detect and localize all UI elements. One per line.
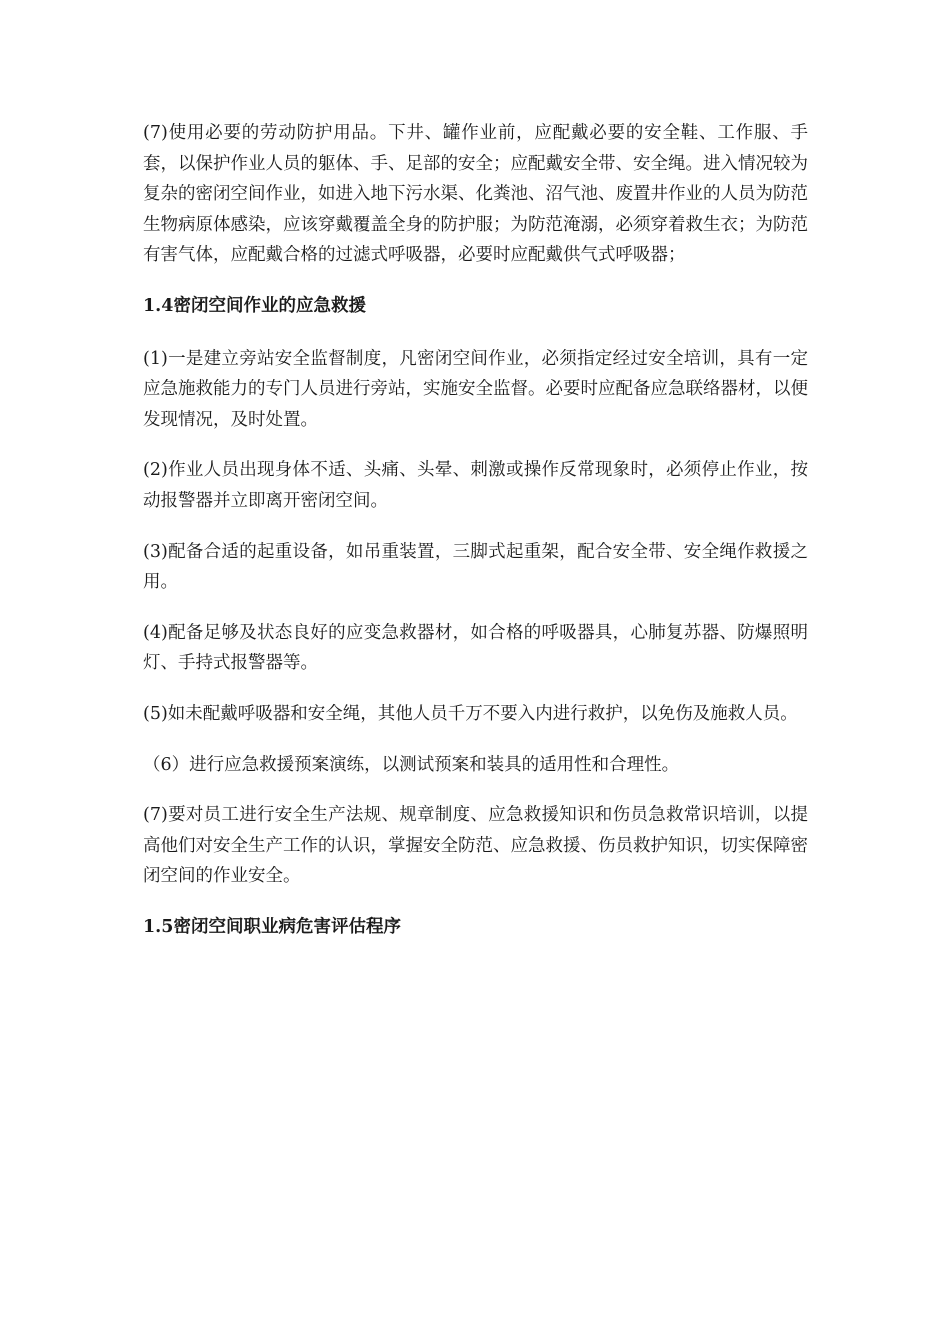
paragraph-item-4: (4)配备足够及状态良好的应变急救器材，如合格的呼吸器具，心肺复苏器、防爆照明灯、手持式报警器等。 [143,622,808,674]
paragraph-item-5: (5)如未配戴呼吸器和安全绳，其他人员千万不要入内进行救护，以免伤及施救人员。 [143,703,798,724]
paragraph-item-6: （6）进行应急救援预案演练，以测试预案和装具的适用性和合理性。 [143,754,680,775]
paragraph-item-3: (3)配备合适的起重设备，如吊重装置，三脚式起重架，配合安全带、安全绳作救援之用。 [143,541,808,593]
section-heading-emergency-rescue: 1.4密闭空间作业的应急救援 [143,295,366,316]
paragraph-item-7: (7)要对员工进行安全生产法规、规章制度、应急救援知识和伤员急救常识培训，以提高他们对安全生产工作的认识，掌握安全防范、应急救援、伤员救护知识，切实保障密闭空间的作业安全。 [143,805,808,887]
paragraph-item-2: (2)作业人员出现身体不适、头痛、头晕、刺激或操作反常现象时，必须停止作业，按动报警器并立即离开密闭空间。 [143,460,808,511]
paragraph-item-1: (1)一是建立旁站安全监督制度，凡密闭空间作业，必须指定经过安全培训，具有一定应急施救能力的专门人员进行旁站，实施安全监督。必要时应配备应急联络器材，以便发现情况，及时处置。 [143,348,808,430]
section-heading-hazard-assessment: 1.5密闭空间职业病危害评估程序 [143,916,401,937]
paragraph-protective-equipment: (7)使用必要的劳动防护用品。下井、罐作业前，应配戴必要的安全鞋、工作服、手套，以保护作业人员的躯体、手、足部的安全；应配戴安全带、安全绳。进入情况较为复杂的密闭空间作业，如进入地下污水渠、化粪池、沼气池、废置井作业的人员为防范生物病原体感染，应该穿戴覆盖全身的防护服；为防范淹溺，必须穿着救生衣；为防范有害气体，应配戴合格的过滤式呼吸器，必要时应配戴供气式呼吸器； [143,123,808,266]
document-page [143,118,808,964]
